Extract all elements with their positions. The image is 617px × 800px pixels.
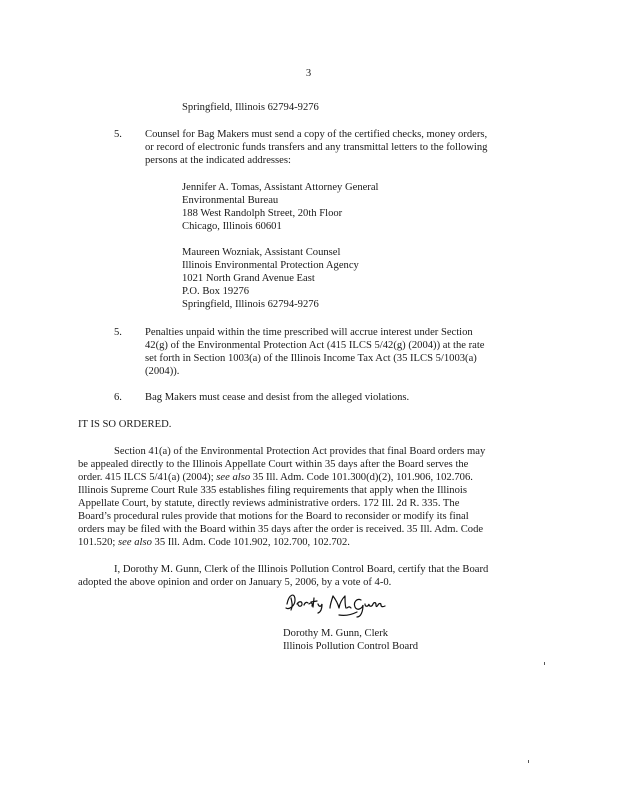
appeal-line-3: order. 415 ILCS 5/41(a) (2004); see also 35 Ill. Adm. Code 101.300(d)(2), 101.906, 102.706. xyxy=(78,472,473,483)
address1-line-3: 188 West Randolph Street, 20th Floor xyxy=(182,208,343,219)
item5b-line-3: set forth in Section 1003(a) of the Illinois Income Tax Act (35 ILCS 5/1003(a) xyxy=(145,353,477,364)
appeal-line-7: orders may be filed with the Board within 35 days after the order is received. 35 Ill. Adm. Code xyxy=(78,524,484,535)
certification-line-2: adopted the above opinion and order on January 5, 2006, by a vote of 4-0. xyxy=(78,577,392,588)
signatory-title: Illinois Pollution Control Board xyxy=(283,641,419,652)
handwritten-signature xyxy=(283,586,403,620)
item5a-line-3: persons at the indicated addresses: xyxy=(145,155,291,166)
signatory-name: Dorothy M. Gunn, Clerk xyxy=(283,628,389,639)
appeal-line-8: 101.520; see also 35 Ill. Adm. Code 101.902, 102.700, 102.702. xyxy=(78,537,350,548)
address2-line-5: Springfield, Illinois 62794-9276 xyxy=(182,299,319,310)
item5b-line-4: (2004)). xyxy=(145,366,180,377)
address2-line-3: 1021 North Grand Avenue East xyxy=(182,273,315,284)
item5a-number: 5. xyxy=(114,129,122,140)
appeal-line-2: be appealed directly to the Illinois Appellate Court within 35 days after the Board serves the xyxy=(78,459,469,470)
address1-line-2: Environmental Bureau xyxy=(182,195,279,206)
address2-line-4: P.O. Box 19276 xyxy=(182,286,250,297)
appeal-line-6: Board’s procedural rules provide that motions for the Board to reconsider or modify its final xyxy=(78,511,469,522)
top-address-line: Springfield, Illinois 62794-9276 xyxy=(182,102,319,113)
address2-line-1: Maureen Wozniak, Assistant Counsel xyxy=(182,247,341,258)
address-block-2 xyxy=(182,246,359,311)
address-block-1 xyxy=(182,181,379,233)
item5a-line-1: Counsel for Bag Makers must send a copy of the certified checks, money orders, xyxy=(145,129,488,140)
appeal-line-5: Appellate Court, by statute, directly reviews administrative orders. 172 Ill. 2d R. 335. The xyxy=(78,498,460,509)
so-ordered-heading: IT IS SO ORDERED. xyxy=(78,419,172,430)
item5b-number: 5. xyxy=(114,327,122,338)
address1-line-4: Chicago, Illinois 60601 xyxy=(182,221,282,232)
item6-number: 6. xyxy=(114,392,122,403)
item5b-line-1: Penalties unpaid within the time prescribed will accrue interest under Section xyxy=(145,327,473,338)
item5b-line-2: 42(g) of the Environmental Protection Act (415 ILCS 5/42(g) (2004)) at the rate xyxy=(145,340,485,351)
address2-line-2: Illinois Environmental Protection Agency xyxy=(182,260,359,271)
scan-mark xyxy=(544,662,545,665)
page-number: 3 xyxy=(305,68,312,79)
item5a-line-2: or record of electronic funds transfers and any transmittal letters to the following xyxy=(145,142,488,153)
scan-mark xyxy=(528,760,529,763)
certification-line-1: I, Dorothy M. Gunn, Clerk of the Illinois Pollution Control Board, certify that the Board xyxy=(114,564,489,575)
address1-line-1: Jennifer A. Tomas, Assistant Attorney General xyxy=(182,182,379,193)
appeal-line-4: Illinois Supreme Court Rule 335 establishes filing requirements that apply when the Illinois xyxy=(78,485,467,496)
appeal-line-1: Section 41(a) of the Environmental Protection Act provides that final Board orders may xyxy=(114,446,486,457)
item6-text: Bag Makers must cease and desist from the alleged violations. xyxy=(145,392,410,403)
